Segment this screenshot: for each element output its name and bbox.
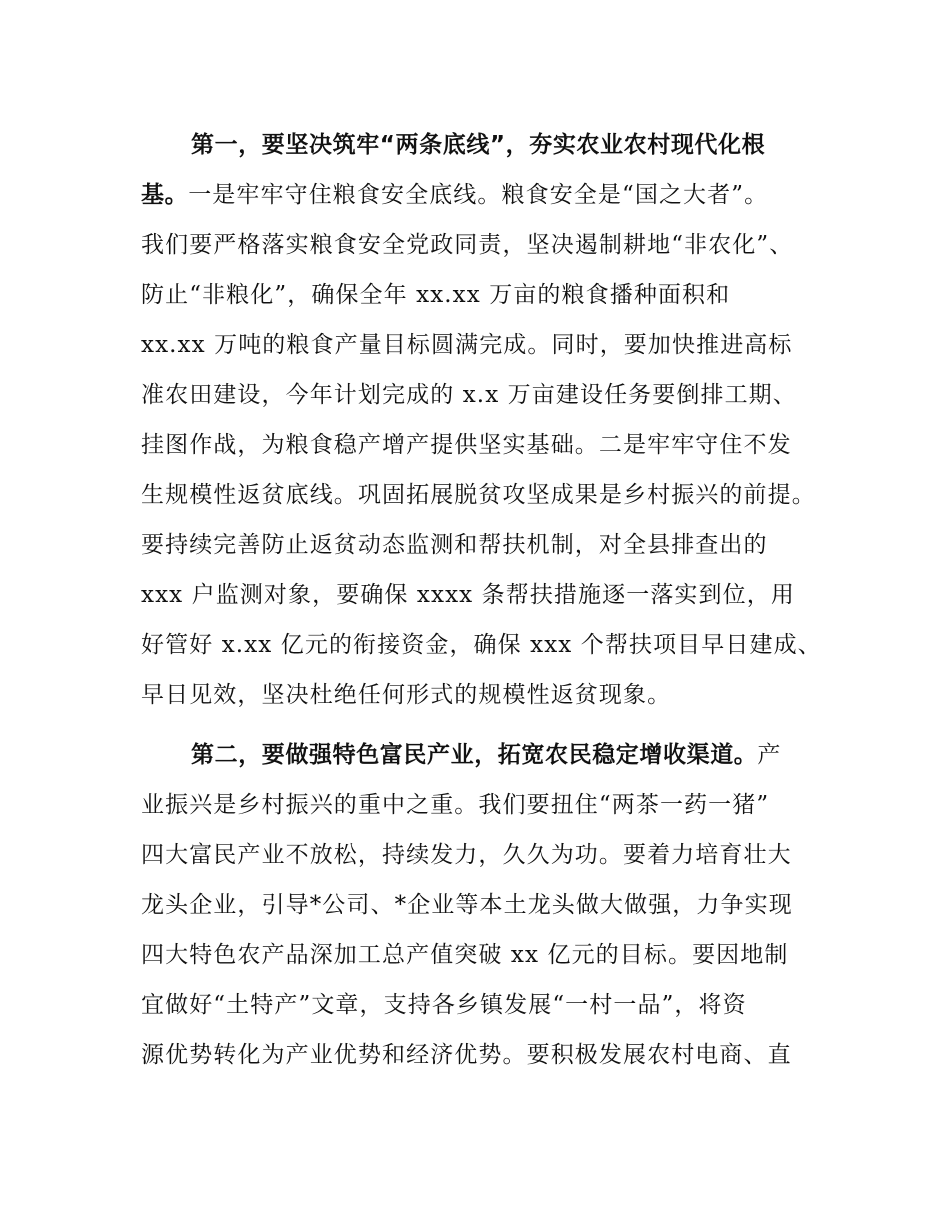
paragraph-1-text: 一是牢牢守住粮食安全底线。粮食安全是“国之大者”。 — [188, 182, 769, 208]
paragraph-2-line-7: 源优势转化为产业优势和经济优势。要积极发展农村电商、直 — [141, 1042, 792, 1068]
paragraph-1-line-12: 早日见效，坚决杜绝任何形式的规模性返贫现象。 — [141, 682, 672, 708]
paragraph-1-heading: 第一，要坚决筑牢“两条底线”，夯实农业农村现代化根 — [191, 132, 766, 158]
paragraph-1-line-6: 准农田建设，今年计划完成的 x.x 万亩建设任务要倒排工期、 — [141, 382, 797, 408]
paragraph-1-line-3: 我们要严格落实粮食安全党政同责，坚决遏制耕地“非农化”、 — [141, 232, 794, 258]
paragraph-1-line-9: 要持续完善防止返贫动态监测和帮扶机制，对全县排查出的 — [141, 532, 768, 558]
paragraph-2-text: 产 — [757, 742, 782, 768]
paragraph-2-line-1 — [191, 740, 782, 770]
paragraph-1-line-2 — [141, 180, 768, 210]
paragraph-1-line-11: 好管好 x.xx 亿元的衔接资金，确保 xxx 个帮扶项目早日建成、 — [141, 632, 822, 658]
paragraph-1-line-5: xx.xx 万吨的粮食产量目标圆满完成。同时，要加快推进高标 — [141, 332, 793, 358]
paragraph-2-line-2: 业振兴是乡村振兴的重中之重。我们要扭住“两茶一药一猪” — [141, 792, 770, 818]
paragraph-1-line-7: 挂图作战，为粮食稳产增产提供坚实基础。二是牢牢守住不发 — [141, 432, 792, 458]
paragraph-2-line-3: 四大富民产业不放松，持续发力，久久为功。要着力培育壮大 — [141, 842, 792, 868]
paragraph-1-line-10: xxx 户监测对象，要确保 xxxx 条帮扶措施逐一落实到位，用 — [141, 582, 795, 608]
paragraph-2-heading: 第二，要做强特色富民产业，拓宽农民稳定增收渠道。 — [191, 742, 758, 768]
paragraph-1-heading-end: 基。 — [141, 182, 189, 208]
paragraph-2-line-5: 四大特色农产品深加工总产值突破 xx 亿元的目标。要因地制 — [141, 942, 789, 968]
paragraph-1-line-1 — [191, 130, 765, 160]
paragraph-1-line-8: 生规模性返贫底线。巩固拓展脱贫攻坚成果是乡村振兴的前提。 — [141, 482, 816, 508]
paragraph-2-line-6: 宜做好“土特产”文章，支持各乡镇发展“一村一品”，将资 — [141, 992, 747, 1018]
paragraph-2-line-4: 龙头企业，引导*公司、*企业等本土龙头做大做强，力争实现 — [141, 892, 793, 918]
paragraph-1-line-4: 防止“非粮化”，确保全年 xx.xx 万亩的粮食播种面积和 — [141, 282, 731, 308]
